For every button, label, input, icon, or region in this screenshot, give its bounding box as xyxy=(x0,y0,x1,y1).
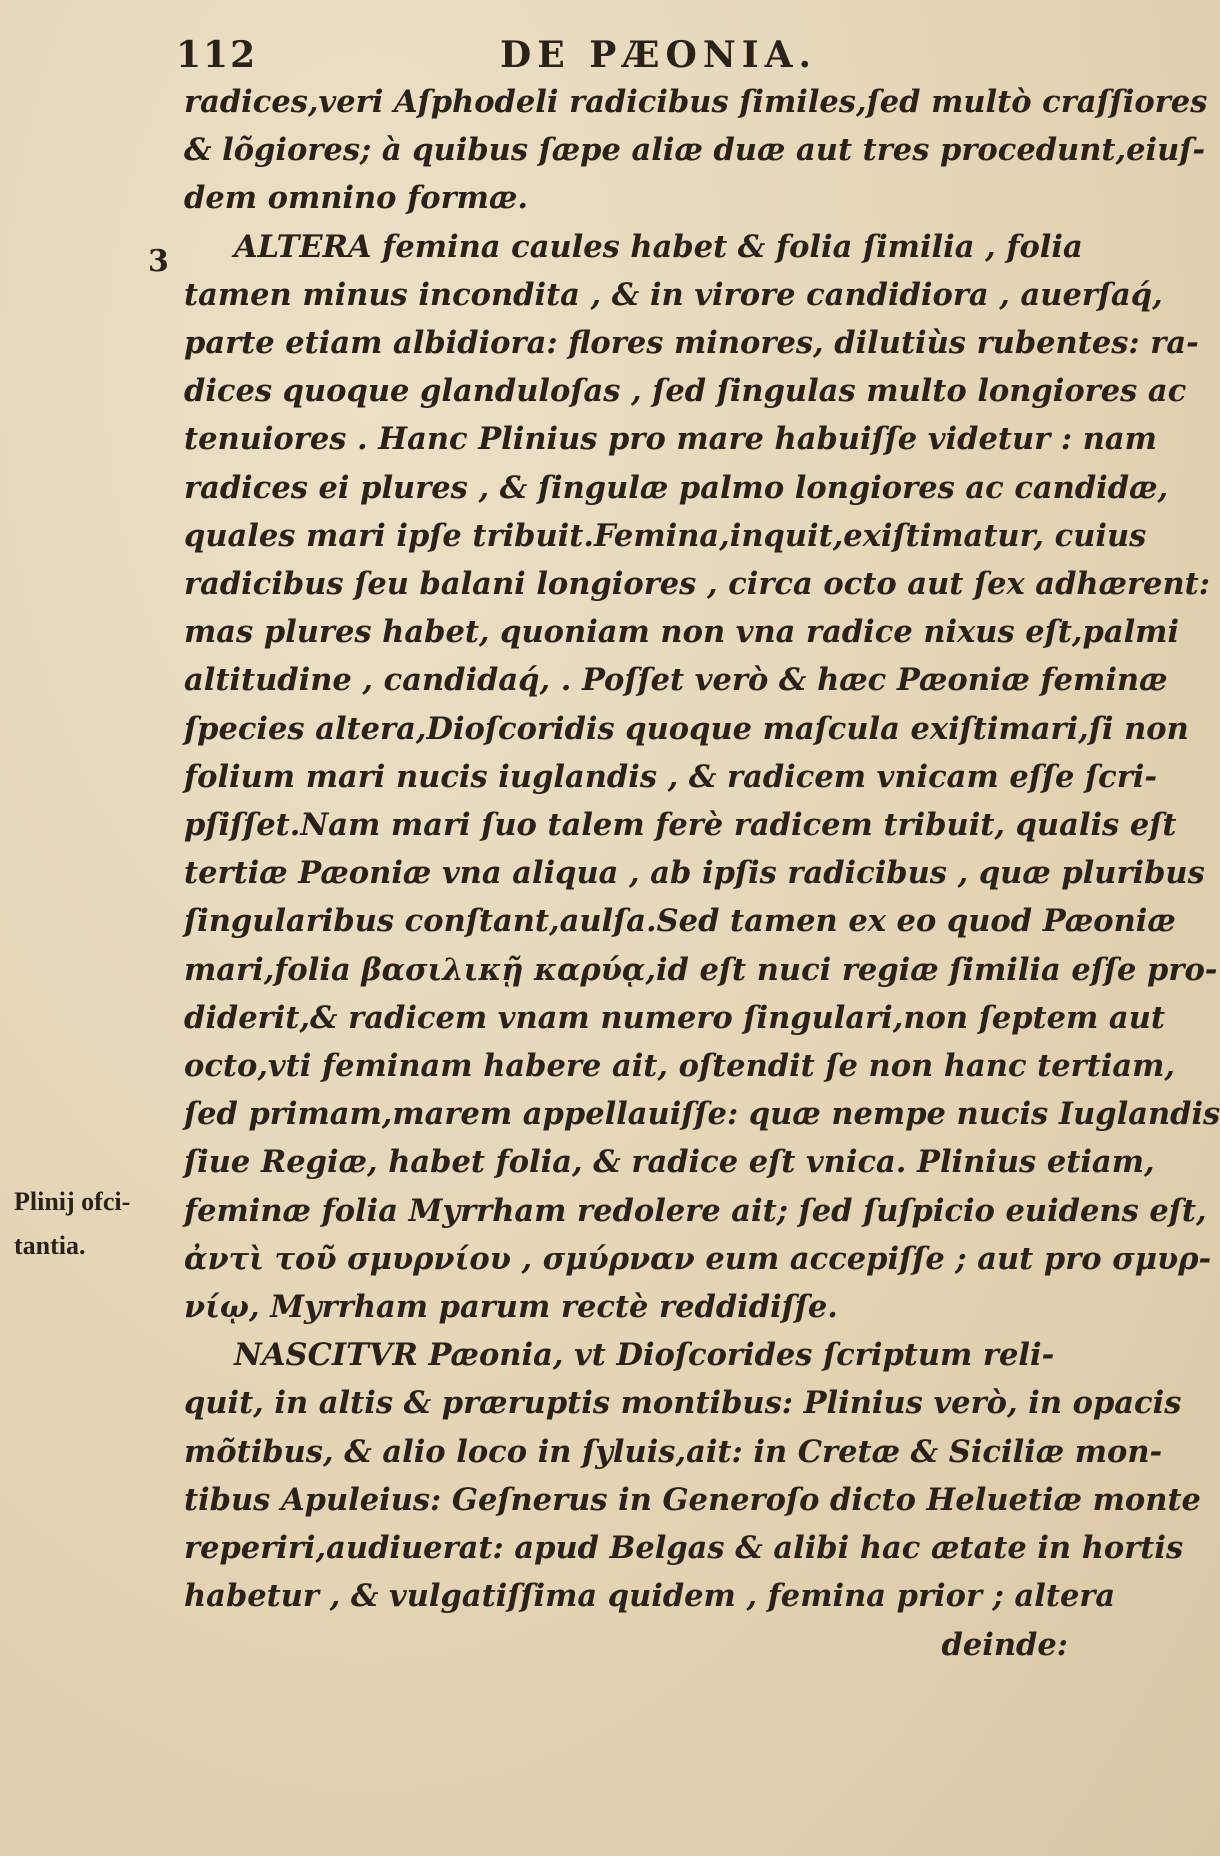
margin-note xyxy=(14,1180,130,1268)
text-line: mari,folia βασιλικῇ καρύᾳ,id eſt nuci regiæ ſimilia eſſe pro- xyxy=(184,951,1218,988)
text-line: tamen minus incondita , & in virore candidiora , auerſaq́, xyxy=(184,276,1163,313)
margin-note-line: Plinij ofci- xyxy=(14,1187,131,1216)
text-line: mas plures habet, quoniam non vna radice nixus eſt,palmi xyxy=(184,614,1180,651)
text-line: dices quoque glanduloſas , ſed ſingulas multo longiores ac xyxy=(184,373,1187,410)
text-line: reperiri,audiuerat: apud Belgas & alibi hac ætate in hortis xyxy=(184,1530,1184,1567)
text-line: ſiue Regiæ, habet folia, & radice eſt vnica. Plinius etiam, xyxy=(184,1144,1155,1181)
text-line: quales mari ipſe tribuit.Femina,inquit,exiſtimatur, cuius xyxy=(184,517,1147,554)
text-line: ſed primam,marem appellauiſſe: quæ nempe nucis Iuglandis xyxy=(184,1096,1220,1133)
text-line: quit, in altis & præruptis montibus: Plinius verò, in opacis xyxy=(184,1385,1182,1422)
text-line: octo,vti feminam habere ait, oſtendit ſe non hanc tertiam, xyxy=(184,1048,1176,1085)
text-line: tenuiores . Hanc Plinius pro mare habuiſſe videtur : nam xyxy=(184,421,1157,458)
text-line: ſpecies altera,Dioſcoridis quoque maſcula exiſtimari,ſi non xyxy=(184,710,1189,747)
text-line: νίῳ, Myrrham parum rectè reddidiſſe. xyxy=(184,1289,838,1326)
text-line: radices,veri Aſphodeli radicibus ſimiles,ſed multò craſſiores xyxy=(184,84,1208,120)
text-line: feminæ folia Myrrham redolere ait; ſed ſuſpicio euidens eſt, xyxy=(184,1192,1207,1229)
text-line: pſiſſet.Nam mari ſuo talem ferè radicem tribuit, qualis eſt xyxy=(184,807,1177,844)
text-line: habetur , & vulgatiſſima quidem , femina prior ; altera xyxy=(184,1578,1116,1615)
text-line: diderit,& radicem vnam numero ſingulari,non ſeptem aut xyxy=(184,999,1165,1036)
margin-note-line: tantia. xyxy=(14,1231,86,1260)
page-number: 112 xyxy=(176,34,258,76)
text-line: & lõgiores; à quibus ſæpe aliæ duæ aut tres procedunt,eiuſ- xyxy=(184,132,1206,169)
text-line: dem omnino formæ. xyxy=(184,180,528,217)
text-line: radices ei plures , & ſingulæ palmo longiores ac candidæ, xyxy=(184,469,1169,506)
section-number: 3 xyxy=(148,244,169,279)
text-line: mõtibus, & alio loco in ſyluis,ait: in Cretæ & Siciliæ mon- xyxy=(184,1433,1163,1470)
text-line: NASCITVR Pæonia, vt Dioſcorides ſcriptum reli- xyxy=(234,1337,1055,1374)
text-line: altitudine , candidaq́, . Poſſet verò & hæc Pæoniæ feminæ xyxy=(184,662,1168,699)
text-line: tertiæ Pæoniæ vna aliqua , ab ipſis radicibus , quæ pluribus xyxy=(184,855,1205,892)
text-line: tibus Apuleius: Geſnerus in Generoſo dicto Heluetiæ monte xyxy=(184,1481,1201,1518)
text-line: radicibus ſeu balani longiores , circa octo aut ſex adhærent: xyxy=(184,566,1210,603)
running-head: DE PÆONIA. xyxy=(500,34,818,76)
text-line: ALTERA femina caules habet & folia ſimilia , folia xyxy=(234,228,1083,265)
text-line: deinde: xyxy=(941,1626,1068,1663)
text-line: ſingularibus conſtant,aulſa.Sed tamen ex eo quod Pæoniæ xyxy=(184,903,1176,940)
text-line: parte etiam albidiora: flores minores, dilutiùs rubentes: ra- xyxy=(184,325,1199,362)
body-text xyxy=(184,78,1220,1669)
text-line: ἀντὶ τοῦ σμυρνίου , σμύρναν eum accepiſſe ; aut pro σμυρ- xyxy=(184,1240,1212,1277)
text-line: folium mari nucis iuglandis , & radicem vnicam eſſe ſcri- xyxy=(184,758,1158,795)
